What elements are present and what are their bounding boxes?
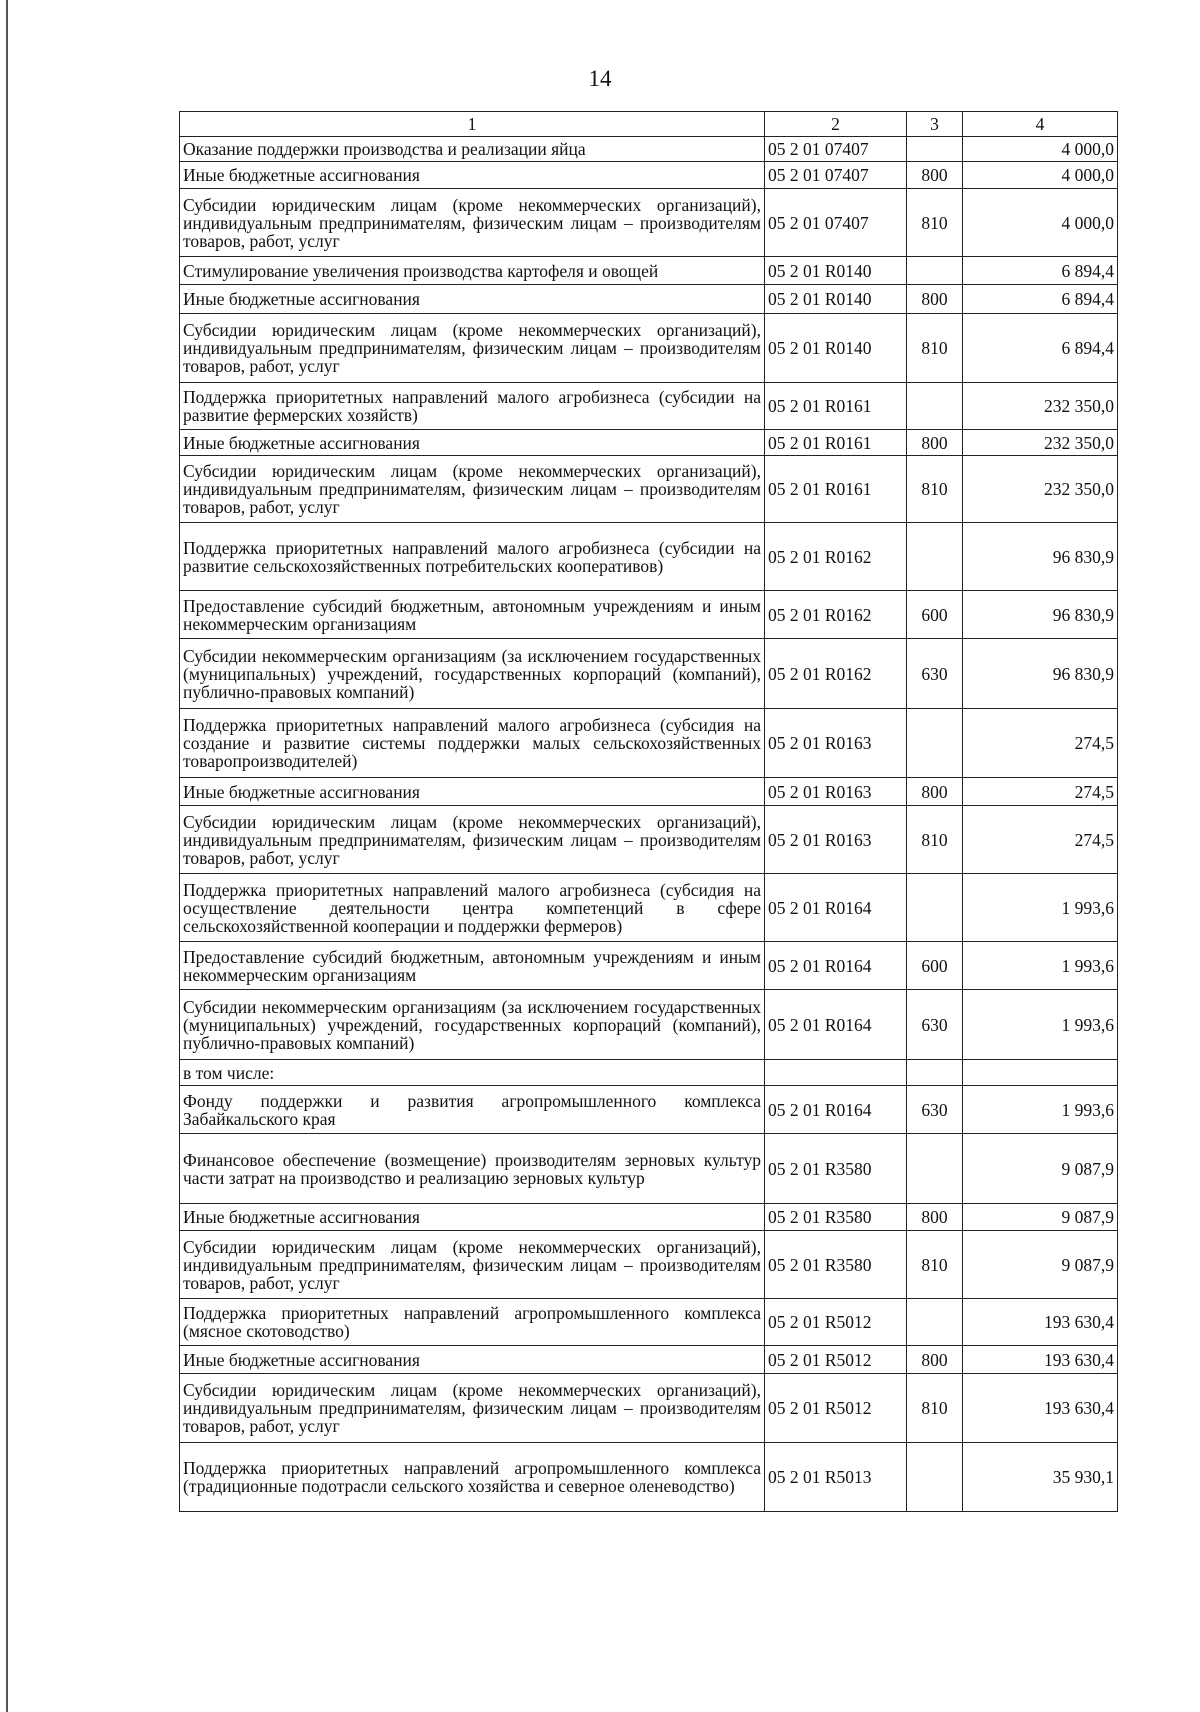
row-name-cell: Предоставление субсидий бюджетным, автономным учреждениям и иным некоммерческим организациям (180, 591, 765, 639)
table-row (180, 591, 1118, 639)
row-amount-cell (963, 1060, 1118, 1086)
row-name-cell: Иные бюджетные ассигнования (180, 778, 765, 806)
column-header-name: 1 (180, 112, 765, 137)
row-code-cell (765, 1060, 907, 1086)
row-type-cell: 800 (907, 162, 963, 189)
table-row (180, 1443, 1118, 1512)
row-code-cell: 05 2 01 R5013 (765, 1443, 907, 1512)
row-code-cell: 05 2 01 R0163 (765, 778, 907, 806)
row-name-cell: Субсидии некоммерческим организациям (за исключением государственных (муниципальных) учреждений, государственных корпораций (компаний), публично-правовых компаний) (180, 639, 765, 709)
row-type-cell (907, 1299, 963, 1346)
row-code-cell: 05 2 01 R0164 (765, 990, 907, 1060)
row-name-cell: Поддержка приоритетных направлений малого агробизнеса (субсидия на создание и развитие системы поддержки малых сельскохозяйственных товаропроизводителей) (180, 709, 765, 778)
table-row (180, 639, 1118, 709)
table-row (180, 314, 1118, 383)
row-amount-cell: 232 350,0 (963, 456, 1118, 523)
table-row (180, 430, 1118, 456)
table-row (180, 257, 1118, 285)
row-type-cell (907, 523, 963, 591)
row-name-cell: Субсидии юридическим лицам (кроме некоммерческих организаций), индивидуальным предпринимателям, физическим лицам – производителям товаров, работ, услуг (180, 1231, 765, 1299)
row-type-cell: 810 (907, 314, 963, 383)
row-type-cell: 800 (907, 1204, 963, 1231)
row-code-cell: 05 2 01 R0162 (765, 639, 907, 709)
row-name-cell: Иные бюджетные ассигнования (180, 162, 765, 189)
row-code-cell: 05 2 01 R0162 (765, 523, 907, 591)
row-name-cell: Субсидии юридическим лицам (кроме некоммерческих организаций), индивидуальным предпринимателям, физическим лицам – производителям товаров, работ, услуг (180, 456, 765, 523)
row-amount-cell: 6 894,4 (963, 285, 1118, 314)
row-amount-cell: 96 830,9 (963, 639, 1118, 709)
row-type-cell (907, 1134, 963, 1204)
row-type-cell: 810 (907, 189, 963, 257)
row-name-cell: Предоставление субсидий бюджетным, автономным учреждениям и иным некоммерческим организациям (180, 942, 765, 990)
table-row (180, 1346, 1118, 1374)
table-row (180, 1231, 1118, 1299)
row-type-cell: 600 (907, 591, 963, 639)
row-name-cell: Иные бюджетные ассигнования (180, 285, 765, 314)
row-code-cell: 05 2 01 R0161 (765, 430, 907, 456)
row-type-cell (907, 137, 963, 162)
table-row (180, 942, 1118, 990)
column-header-type: 3 (907, 112, 963, 137)
budget-table (179, 111, 1118, 1512)
row-amount-cell: 274,5 (963, 806, 1118, 874)
row-type-cell (907, 1060, 963, 1086)
row-type-cell: 630 (907, 990, 963, 1060)
table-row (180, 1204, 1118, 1231)
row-type-cell: 810 (907, 1374, 963, 1443)
row-type-cell: 630 (907, 1086, 963, 1134)
table-row (180, 523, 1118, 591)
row-amount-cell: 193 630,4 (963, 1299, 1118, 1346)
row-type-cell (907, 709, 963, 778)
table-row (180, 456, 1118, 523)
row-amount-cell: 96 830,9 (963, 523, 1118, 591)
row-amount-cell: 9 087,9 (963, 1204, 1118, 1231)
row-name-cell: Поддержка приоритетных направлений малого агробизнеса (субсидия на осуществление деятельности центра компетенций в сфере сельскохозяйственной кооперации и поддержки фермеров) (180, 874, 765, 942)
row-code-cell: 05 2 01 R5012 (765, 1374, 907, 1443)
row-name-cell: Иные бюджетные ассигнования (180, 1204, 765, 1231)
table-row (180, 709, 1118, 778)
row-amount-cell: 274,5 (963, 778, 1118, 806)
table-row (180, 383, 1118, 430)
table-header-row (180, 112, 1118, 137)
row-name-cell: Субсидии юридическим лицам (кроме некоммерческих организаций), индивидуальным предпринимателям, физическим лицам – производителям товаров, работ, услуг (180, 806, 765, 874)
row-name-cell: Субсидии юридическим лицам (кроме некоммерческих организаций), индивидуальным предпринимателям, физическим лицам – производителям товаров, работ, услуг (180, 189, 765, 257)
row-code-cell: 05 2 01 R3580 (765, 1134, 907, 1204)
row-amount-cell: 193 630,4 (963, 1346, 1118, 1374)
page-number: 14 (588, 66, 612, 91)
row-amount-cell: 4 000,0 (963, 137, 1118, 162)
table-row (180, 1299, 1118, 1346)
row-amount-cell: 232 350,0 (963, 430, 1118, 456)
table-row (180, 806, 1118, 874)
row-amount-cell: 274,5 (963, 709, 1118, 778)
row-name-cell: Субсидии юридическим лицам (кроме некоммерческих организаций), индивидуальным предпринимателям, физическим лицам – производителям товаров, работ, услуг (180, 1374, 765, 1443)
row-type-cell: 810 (907, 806, 963, 874)
row-code-cell: 05 2 01 R0164 (765, 942, 907, 990)
row-code-cell: 05 2 01 R3580 (765, 1204, 907, 1231)
row-code-cell: 05 2 01 R0163 (765, 806, 907, 874)
row-type-cell (907, 874, 963, 942)
row-type-cell: 630 (907, 639, 963, 709)
row-code-cell: 05 2 01 07407 (765, 137, 907, 162)
row-name-cell: Поддержка приоритетных направлений агропромышленного комплекса (традиционные подотрасли сельского хозяйства и северное оленеводство) (180, 1443, 765, 1512)
row-amount-cell: 1 993,6 (963, 874, 1118, 942)
row-amount-cell: 96 830,9 (963, 591, 1118, 639)
row-code-cell: 05 2 01 R0162 (765, 591, 907, 639)
row-amount-cell: 35 930,1 (963, 1443, 1118, 1512)
row-amount-cell: 6 894,4 (963, 314, 1118, 383)
table-row (180, 1086, 1118, 1134)
row-type-cell: 810 (907, 456, 963, 523)
table-row (180, 162, 1118, 189)
row-code-cell: 05 2 01 R0140 (765, 314, 907, 383)
row-type-cell: 800 (907, 778, 963, 806)
row-type-cell: 800 (907, 430, 963, 456)
row-code-cell: 05 2 01 R0164 (765, 1086, 907, 1134)
row-name-cell: Субсидии юридическим лицам (кроме некоммерческих организаций), индивидуальным предпринимателям, физическим лицам – производителям товаров, работ, услуг (180, 314, 765, 383)
row-type-cell (907, 257, 963, 285)
row-code-cell: 05 2 01 R5012 (765, 1346, 907, 1374)
table-row (180, 189, 1118, 257)
row-code-cell: 05 2 01 R0163 (765, 709, 907, 778)
table-row (180, 990, 1118, 1060)
row-amount-cell: 9 087,9 (963, 1231, 1118, 1299)
page-edge-rule (6, 0, 8, 1712)
row-type-cell: 800 (907, 1346, 963, 1374)
row-type-cell: 810 (907, 1231, 963, 1299)
row-code-cell: 05 2 01 R3580 (765, 1231, 907, 1299)
table-row (180, 1060, 1118, 1086)
row-amount-cell: 9 087,9 (963, 1134, 1118, 1204)
row-amount-cell: 4 000,0 (963, 162, 1118, 189)
row-code-cell: 05 2 01 R0140 (765, 257, 907, 285)
row-code-cell: 05 2 01 R0140 (765, 285, 907, 314)
row-code-cell: 05 2 01 R0161 (765, 456, 907, 523)
row-amount-cell: 193 630,4 (963, 1374, 1118, 1443)
row-name-cell: в том числе: (180, 1060, 765, 1086)
row-name-cell: Стимулирование увеличения производства картофеля и овощей (180, 257, 765, 285)
table-row (180, 778, 1118, 806)
column-header-code: 2 (765, 112, 907, 137)
column-header-amount: 4 (963, 112, 1118, 137)
table-row (180, 137, 1118, 162)
row-code-cell: 05 2 01 R0164 (765, 874, 907, 942)
row-amount-cell: 232 350,0 (963, 383, 1118, 430)
row-code-cell: 05 2 01 R0161 (765, 383, 907, 430)
row-amount-cell: 1 993,6 (963, 1086, 1118, 1134)
row-amount-cell: 1 993,6 (963, 942, 1118, 990)
row-name-cell: Финансовое обеспечение (возмещение) производителям зерновых культур части затрат на производство и реализацию зерновых культур (180, 1134, 765, 1204)
table-row (180, 1134, 1118, 1204)
row-name-cell: Оказание поддержки производства и реализации яйца (180, 137, 765, 162)
row-type-cell (907, 383, 963, 430)
table-row (180, 285, 1118, 314)
row-name-cell: Поддержка приоритетных направлений малого агробизнеса (субсидии на развитие фермерских хозяйств) (180, 383, 765, 430)
row-amount-cell: 1 993,6 (963, 990, 1118, 1060)
row-name-cell: Субсидии некоммерческим организациям (за исключением государственных (муниципальных) учреждений, государственных корпораций (компаний), публично-правовых компаний) (180, 990, 765, 1060)
row-code-cell: 05 2 01 R5012 (765, 1299, 907, 1346)
table-row (180, 1374, 1118, 1443)
row-type-cell: 600 (907, 942, 963, 990)
row-amount-cell: 6 894,4 (963, 257, 1118, 285)
table-row (180, 874, 1118, 942)
row-code-cell: 05 2 01 07407 (765, 189, 907, 257)
row-name-cell: Фонду поддержки и развития агропромышленного комплекса Забайкальского края (180, 1086, 765, 1134)
row-name-cell: Иные бюджетные ассигнования (180, 430, 765, 456)
row-name-cell: Иные бюджетные ассигнования (180, 1346, 765, 1374)
row-name-cell: Поддержка приоритетных направлений агропромышленного комплекса (мясное скотоводство) (180, 1299, 765, 1346)
row-name-cell: Поддержка приоритетных направлений малого агробизнеса (субсидии на развитие сельскохозяйственных потребительских кооперативов) (180, 523, 765, 591)
row-type-cell: 800 (907, 285, 963, 314)
row-code-cell: 05 2 01 07407 (765, 162, 907, 189)
row-type-cell (907, 1443, 963, 1512)
row-amount-cell: 4 000,0 (963, 189, 1118, 257)
